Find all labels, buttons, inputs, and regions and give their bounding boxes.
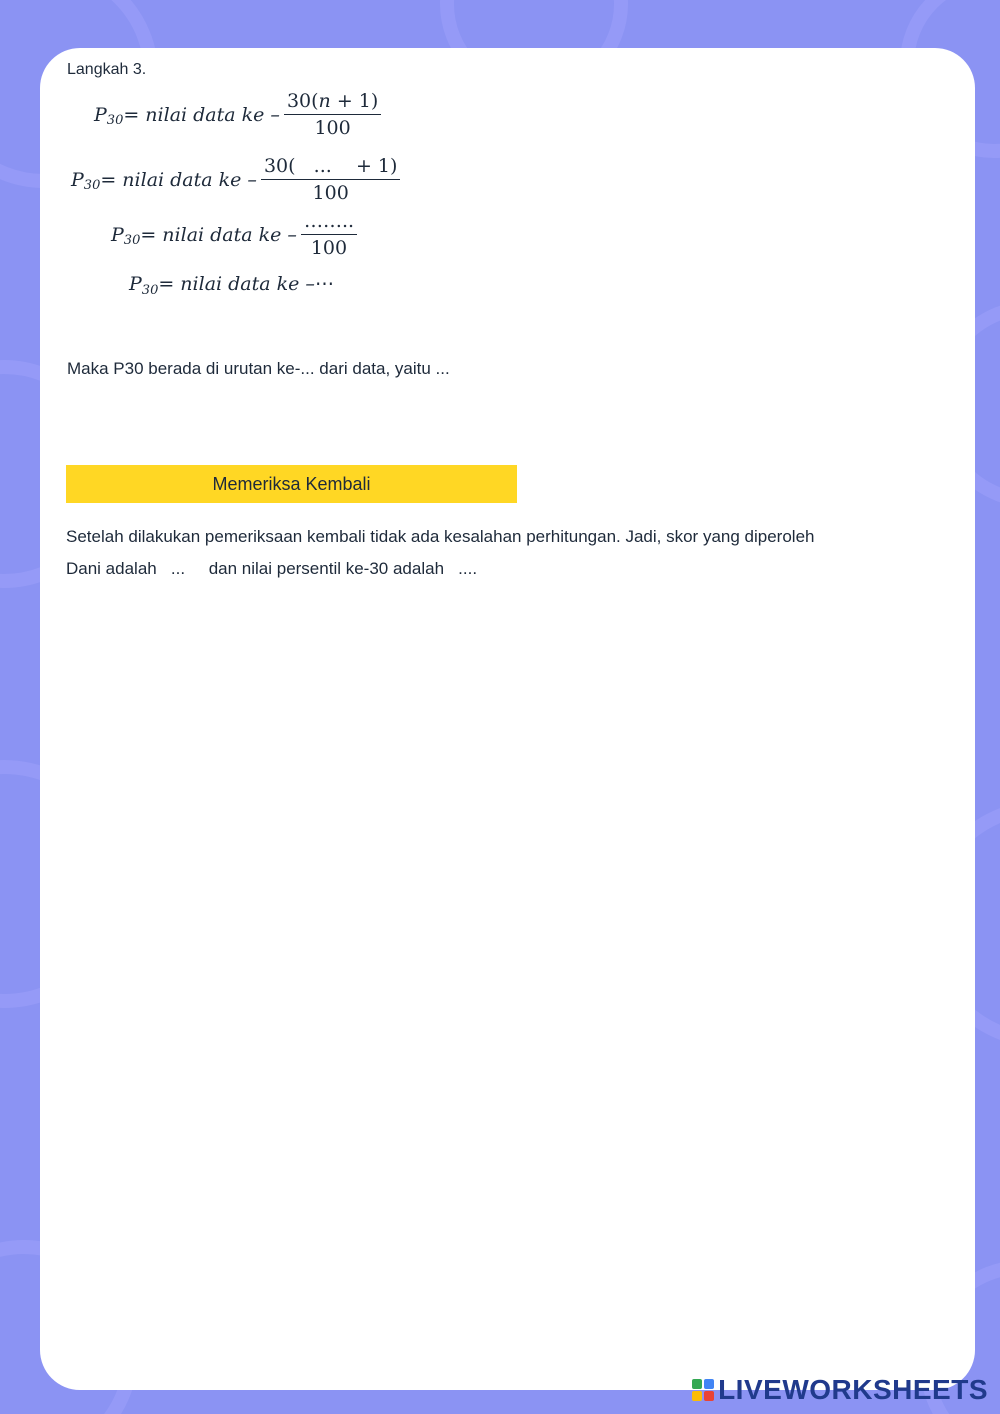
answer-blank[interactable]: ⋯ xyxy=(314,273,334,295)
section-banner xyxy=(66,465,517,503)
logo-mark-icon xyxy=(692,1379,714,1401)
p30-statement: Maka P30 berada di urutan ke-... dari data, yaitu ... xyxy=(67,359,450,378)
banner-title: Memeriksa Kembali xyxy=(212,473,371,494)
formula-line-3: P 30 = nilai data ke – $\frac{\dots\dots..}{100}$ xyxy=(111,210,357,259)
conclusion-line-1: Setelah dilakukan pemeriksaan kembali tidak ada kesalahan perhitungan. Jadi, skor yang diperoleh xyxy=(66,527,815,546)
liveworksheets-logo xyxy=(692,1374,988,1406)
answer-blank[interactable]: …….. xyxy=(301,210,357,235)
answer-blank[interactable]: ... xyxy=(313,155,332,177)
step-label: Langkah 3. xyxy=(67,61,147,78)
logo-text: LIVEWORKSHEETS xyxy=(718,1374,988,1405)
conclusion-line-2: Dani adalah ... dan nilai persentil ke-30 adalah .... xyxy=(66,559,478,578)
formula-line-2: P 30 = nilai data ke – $\frac{30( ... + 1)}{100}$ xyxy=(71,155,400,204)
formula-line-4: P 30 = nilai data ke – ⋯ xyxy=(129,273,334,298)
formula-line-1: P 30 = nilai data ke – $\frac{30(n + 1)}{100}$ xyxy=(94,90,381,139)
